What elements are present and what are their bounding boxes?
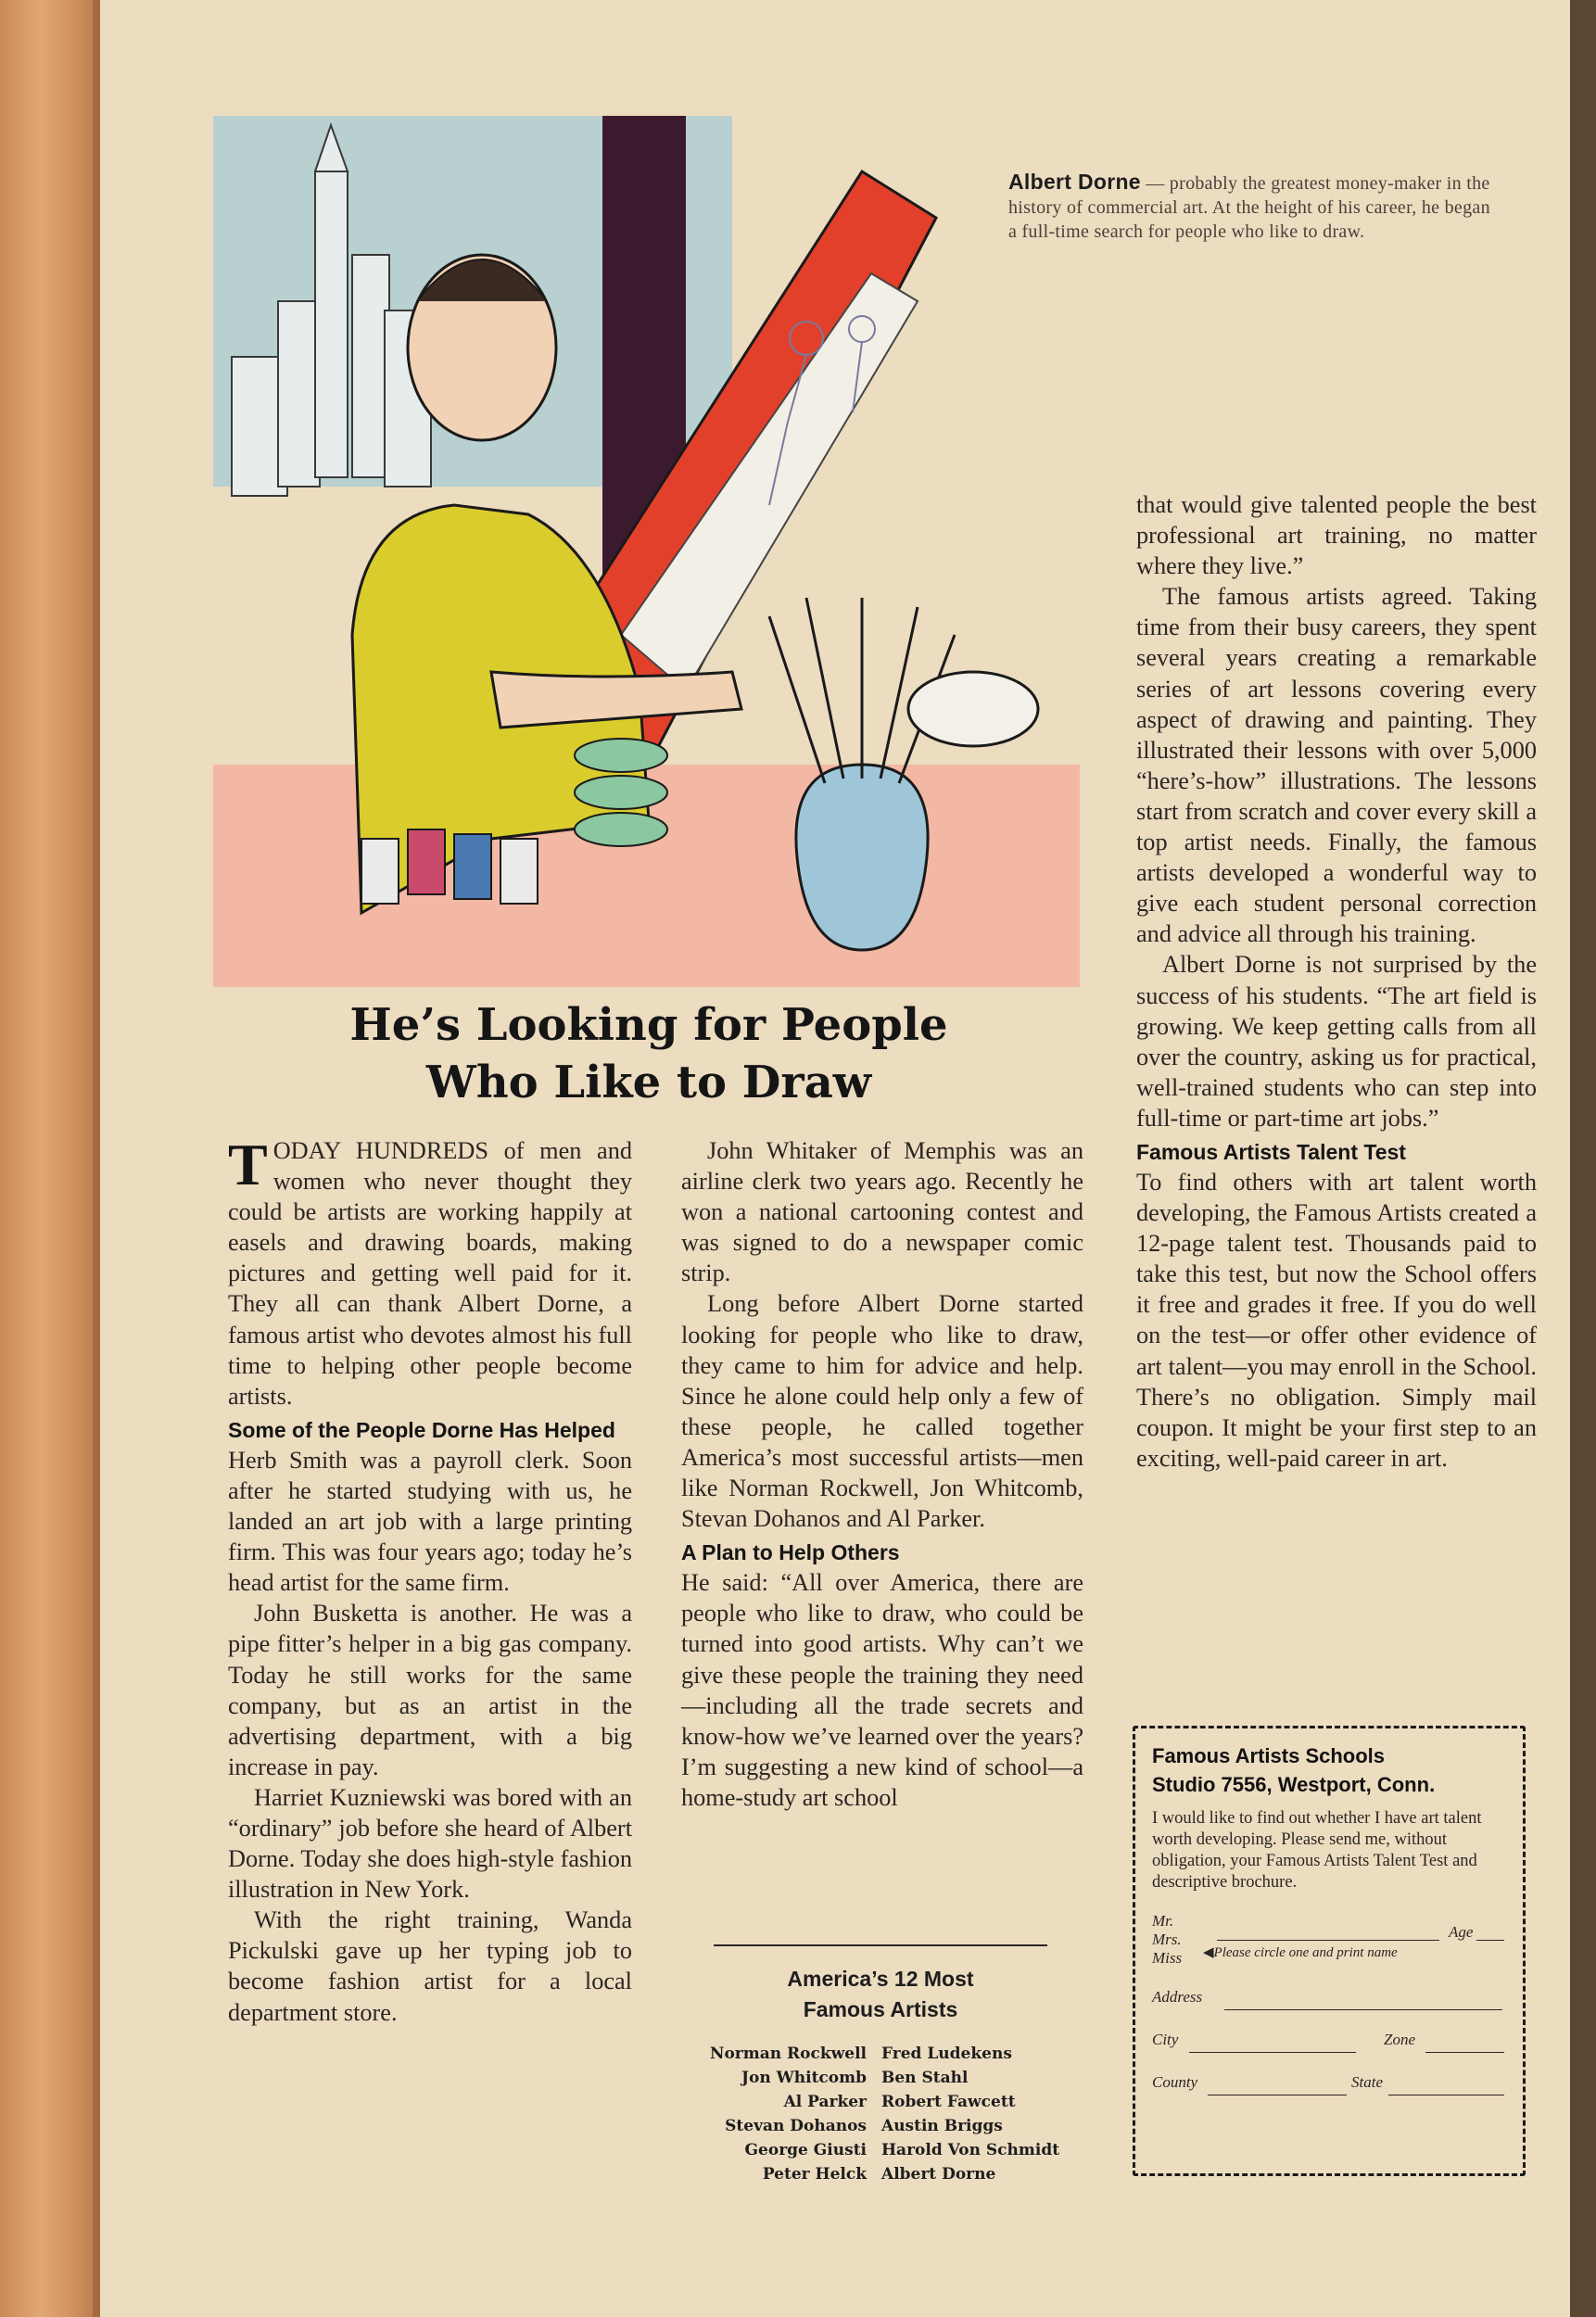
paragraph: To find others with art talent worth developing, the Famous Artists created a 12-page talent test. Thousands paid to take this test, but now the School offers it free and grades it free. If you do well on the test—or offer other evidence of art talent—you may enroll in the School. There’s no obligation. Simply mail coupon. It might be your first step to an exciting, well-paid career in art. [1136,1168,1537,1472]
circle-note: ◀Please circle one and print name [1203,1945,1398,1960]
mail-coupon[interactable] [1133,1726,1526,2176]
name-line [1217,1940,1439,1941]
artist-name: Stevan Dohanos [725,2117,867,2135]
paragraph: The famous artists agreed. Taking time from their busy careers, they spent several years creating a remarkable series of art lessons covering every aspect of drawing and painting. They illustrated their lessons with over 5,000 “here’s-how” illustrations. The lessons start from scratch and cover every skill a top artist needs. Finally, the famous artists developed a wonderful way to give each student personal correction and advice all through his training. [1136,583,1537,948]
address-field[interactable] [1152,1988,1506,2014]
salutation-miss[interactable]: Miss [1152,1949,1183,1967]
paragraph: He said: “All over America, there are people who like to draw, who could be turned into good artists. Why can’t we give these people the training they need—including all the trade secrets and know-how we’ve learned over the years? I’m suggesting a new kind of school—a home-study art school [681,1569,1083,1811]
artist-name: Jon Whitcomb [741,2069,867,2087]
city-line[interactable] [1189,2052,1356,2053]
artist-name: Norman Rockwell [709,2045,867,2063]
subhead-talent-test: Famous Artists Talent Test [1136,1139,1406,1164]
caption-text: — probably the greatest money-maker in the history of commercial art. At the height of his career, he began a full-time search for people who like to draw. [1008,173,1490,242]
caption-name: Albert Dorne [1008,170,1141,194]
artist-name: Albert Dorne [881,2165,996,2184]
artist-name: Austin Briggs [881,2117,1003,2135]
paragraph: John Busketta is another. He was a pipe fitter’s helper in a big gas company. Today he still works for the same company, but as an artist in the advertising department, with a big increase in pay. [228,1600,632,1780]
salutation-mr[interactable]: Mr. [1152,1912,1174,1930]
intro-paragraph [228,1132,632,1412]
paragraph: With the right training, Wanda Pickulski gave up her typing job to become fashion artist for a local department store. [228,1906,632,2026]
state-label: State [1351,2073,1383,2091]
paragraph: Harriet Kuzniewski was bored with an “ordinary” job before she heard of Albert Dorne. Today she does high-style fashion illustration in New York. [228,1783,632,1904]
page-edge-shadow [1570,0,1596,2317]
artist-names-grid [677,2042,1084,2186]
headline-line-2: Who Like to Draw [425,1057,872,1108]
artist-name: George Giusti [744,2141,867,2159]
zone-label: Zone [1384,2031,1415,2048]
artist-name: Robert Fawcett [881,2093,1016,2111]
intro-text: ODAY HUNDREDS of men and women who never thought they could be artists are working happily at easels and drawing boards, making pictures and getting well paid for it. They all can thank Albert Dorne, a famous artist who devotes almost his full time to helping other people become artists. [228,1137,632,1410]
text-column-3 [1136,489,1537,1474]
artist-name: Harold Von Schmidt [881,2141,1060,2159]
paragraph: Albert Dorne is not surprised by the success of his students. “The art field is growing. We keep getting calls from all over the country, asking us for practical, well-trained students who can step into full-time or part-time art jobs.” [1136,951,1537,1132]
county-label: County [1152,2073,1198,2091]
drop-cap: T [228,1132,268,1197]
age-label: Age [1449,1923,1474,1941]
paragraph: Long before Albert Dorne started looking for people who like to draw, they came to him for advice and help. Since he alone could help only a few of these people, he called together America’s most successful artists—men like Norman Rockwell, Jon Whitcomb, Stevan Dohanos and Al Parker. [681,1290,1083,1533]
famous-title-2: Famous Artists [803,1997,958,2021]
artist-name: Peter Helck [762,2165,867,2184]
famous-artists-list [677,1964,1084,2186]
paragraph: Herb Smith was a payroll clerk. Soon after he started studying with us, he landed an art job with a large printing firm. This was four years ago; today he’s head artist for the same firm. [228,1446,632,1597]
coupon-school-name: Famous Artists Schools [1152,1744,1386,1767]
comic-spine [0,0,100,2317]
address-label: Address [1152,1988,1203,2006]
artist-name: Al Parker [783,2093,867,2111]
city-zone-field[interactable] [1152,2031,1506,2057]
county-state-field[interactable] [1152,2073,1506,2099]
text-column-1 [228,1132,632,2028]
artist-name: Ben Stahl [881,2069,969,2087]
paint-bowl [908,672,1038,746]
divider-rule [714,1944,1047,1946]
subhead-people-helped: Some of the People Dorne Has Helped [228,1417,615,1442]
salutation-mrs[interactable]: Mrs. [1152,1931,1182,1948]
coupon-request-text: I would like to find out whether I have art talent worth developing. Please send me, without obligation, your Famous Artists Talent Test and descriptive brochure. [1152,1809,1482,1892]
caption [1008,170,1490,244]
albert-dorne-illustration [213,116,1080,987]
address-line[interactable] [1224,2009,1502,2010]
subhead-plan: A Plan to Help Others [681,1540,900,1565]
name-field[interactable] [1152,1912,1506,1971]
age-line[interactable] [1476,1940,1504,1941]
city-label: City [1152,2031,1179,2048]
coupon-studio-address: Studio 7556, Westport, Conn. [1152,1773,1436,1796]
famous-title-1: America’s 12 Most [787,1967,974,1991]
spine-edge [93,0,100,2317]
text-column-2 [681,1135,1083,1813]
headline [213,996,1084,1111]
headline-line-1: He’s Looking for People [349,999,948,1051]
tape-rolls [575,739,667,846]
artist-name: Fred Ludekens [881,2045,1012,2063]
zone-line[interactable] [1425,2052,1504,2053]
paragraph: John Whitaker of Memphis was an airline clerk two years ago. Recently he won a national cartooning contest and was signed to do a newspaper comic strip. [681,1137,1083,1287]
paragraph: that would give talented people the best professional art training, no matter where they live.” [1136,491,1537,580]
